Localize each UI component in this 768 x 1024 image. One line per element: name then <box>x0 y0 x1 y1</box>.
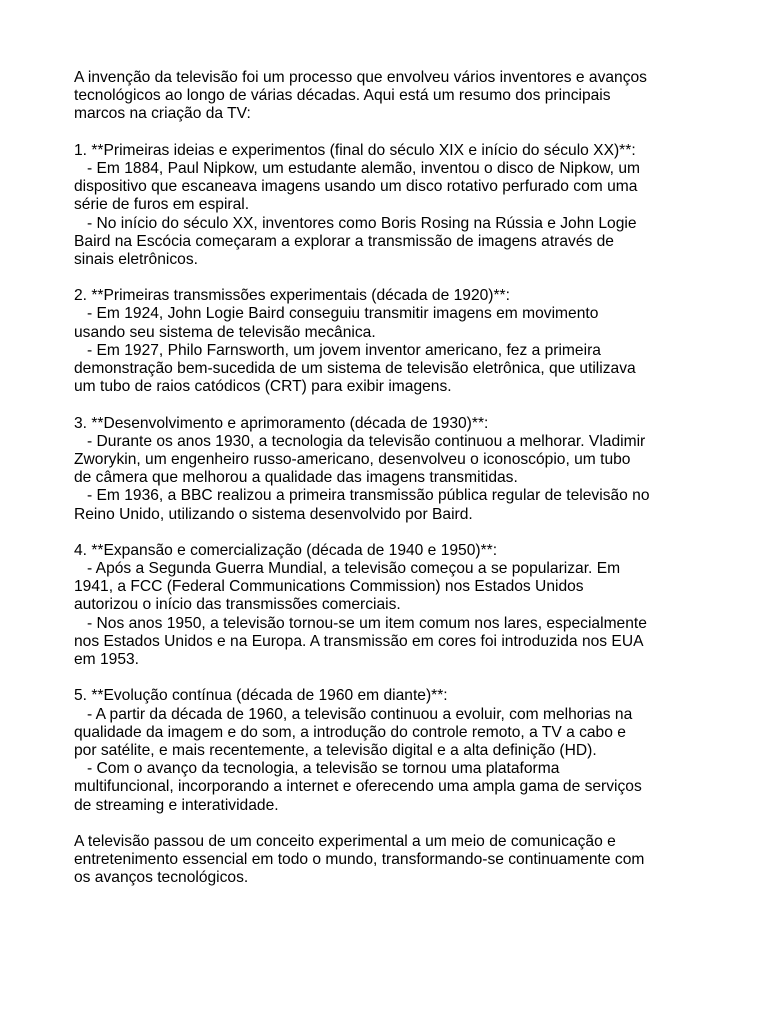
paragraph-spacer <box>74 524 754 542</box>
text-line: A televisão passou de um conceito experimental a um meio de comunicação e <box>74 832 616 850</box>
text-line: usando seu sistema de televisão mecânica. <box>74 323 376 341</box>
paragraph-spacer <box>74 269 754 287</box>
text-line: - No início do século XX, inventores como Boris Rosing na Rússia e John Logie <box>74 214 637 232</box>
text-line: Baird na Escócia começaram a explorar a transmissão de imagens através de <box>74 232 614 250</box>
section-heading: 5. **Evolução contínua (década de 1960 em diante)**: <box>74 687 448 705</box>
section-1 <box>74 142 754 269</box>
text-line: dispositivo que escaneava imagens usando um disco rotativo perfurado com uma <box>74 178 638 196</box>
paragraph-spacer <box>74 815 754 833</box>
text-line: - Em 1884, Paul Nipkow, um estudante alemão, inventou o disco de Nipkow, um <box>74 159 641 177</box>
text-line: nos Estados Unidos e na Europa. A transmissão em cores foi introduzida nos EUA <box>74 632 644 650</box>
text-line: - A partir da década de 1960, a televisão continuou a evoluir, com melhorias na <box>74 705 633 723</box>
text-line: tecnológicos ao longo de várias décadas. Aqui está um resumo dos principais <box>74 87 611 105</box>
text-line: demonstração bem-sucedida de um sistema de televisão eletrônica, que utilizava <box>74 360 636 377</box>
text-line: - Com o avanço da tecnologia, a televisão se tornou uma plataforma <box>74 760 560 778</box>
text-line: A invenção da televisão foi um processo que envolveu vários inventores e avanços <box>74 69 647 86</box>
document-text <box>74 69 754 887</box>
text-line: - Nos anos 1950, a televisão tornou-se um item comum nos lares, especialmente <box>74 614 647 632</box>
paragraph-spacer <box>74 396 754 414</box>
text-line: os avanços tecnológicos. <box>74 869 249 887</box>
text-line: - Em 1927, Philo Farnsworth, um jovem inventor americano, fez a primeira <box>74 341 601 359</box>
section-heading: 4. **Expansão e comercialização (década de 1940 e 1950)**: <box>74 541 498 559</box>
text-line: autorizou o início das transmissões comerciais. <box>74 596 401 614</box>
intro-paragraph <box>74 69 754 124</box>
text-line: Zworykin, um engenheiro russo-americano, desenvolveu o iconoscópio, um tubo <box>74 450 631 468</box>
section-heading: 3. **Desenvolvimento e aprimoramento (década de 1930)**: <box>74 414 489 432</box>
text-line: 1941, a FCC (Federal Communications Commission) nos Estados Unidos <box>74 578 584 596</box>
text-line: - Durante os anos 1930, a tecnologia da televisão continuou a melhorar. Vladimir <box>74 432 646 450</box>
text-line: marcos na criação da TV: <box>74 105 251 123</box>
text-line: série de furos em espiral. <box>74 196 250 214</box>
text-line: por satélite, e mais recentemente, a televisão digital e a alta definição (HD). <box>74 741 597 759</box>
text-line: multifuncional, incorporando a internet e oferecendo uma ampla gama de serviços <box>74 778 642 796</box>
text-line: - Em 1924, John Logie Baird conseguiu transmitir imagens em movimento <box>74 305 599 323</box>
text-line: sinais eletrônicos. <box>74 250 198 268</box>
section-heading: 1. **Primeiras ideias e experimentos (final do século XIX e início do século XX)**: <box>74 141 636 159</box>
paragraph-spacer <box>74 124 754 142</box>
section-2 <box>74 287 754 396</box>
text-line: - Em 1936, a BBC realizou a primeira transmissão pública regular de televisão no <box>74 487 650 505</box>
conclusion-paragraph <box>74 833 754 888</box>
section-heading: 2. **Primeiras transmissões experimentais (década de 1920)**: <box>74 287 510 305</box>
paragraph-spacer <box>74 669 754 687</box>
text-line: de câmera que melhorou a qualidade das imagens transmitidas. <box>74 469 518 487</box>
text-line: de streaming e interatividade. <box>74 796 279 814</box>
text-line: Reino Unido, utilizando o sistema desenvolvido por Baird. <box>74 505 473 523</box>
section-3 <box>74 415 754 524</box>
text-line: entretenimento essencial em todo o mundo, transformando-se continuamente com <box>74 851 645 869</box>
text-line: um tubo de raios catódicos (CRT) para exibir imagens. <box>74 378 452 396</box>
section-4 <box>74 542 754 669</box>
section-5 <box>74 687 754 814</box>
text-line: qualidade da imagem e do som, a introdução do controle remoto, a TV a cabo e <box>74 723 626 741</box>
text-line: - Após a Segunda Guerra Mundial, a televisão começou a se popularizar. Em <box>74 560 621 578</box>
text-line: em 1953. <box>74 651 140 668</box>
